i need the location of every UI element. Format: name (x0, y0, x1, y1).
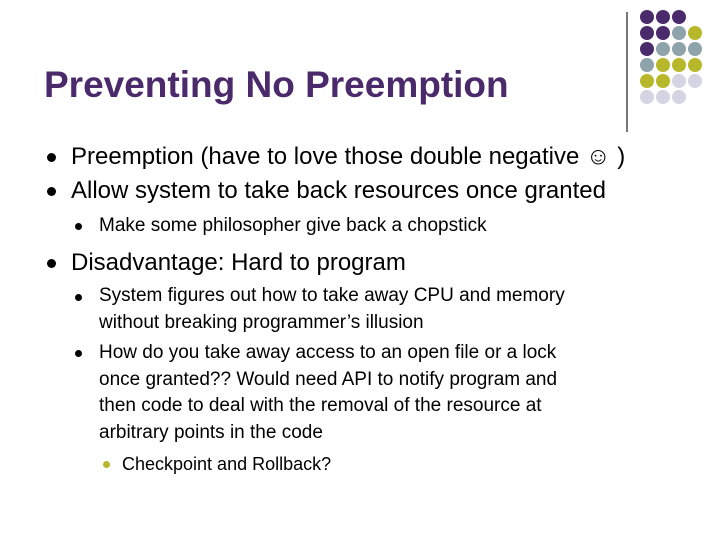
decorative-dot (688, 58, 702, 72)
decorative-dot (656, 42, 670, 56)
bullet-3-sub-2-sub-1: Checkpoint and Rollback? (122, 454, 332, 474)
bullet-3-sub-2 (99, 340, 557, 446)
bullet-dot (47, 153, 56, 162)
decorative-dot (672, 26, 686, 40)
slide-title: Preventing No Preemption (44, 64, 509, 105)
paragraph-line: then code to deal with the removal of the resource at (99, 395, 542, 416)
decorative-dot (640, 74, 654, 88)
bullet-dot (75, 294, 82, 301)
bullet-3-sub-1 (99, 283, 565, 336)
decorative-dot (672, 42, 686, 56)
decorative-dot (640, 42, 654, 56)
decorative-dot (672, 74, 686, 88)
decorative-dot (640, 26, 654, 40)
decorative-dot (640, 58, 654, 72)
bullet-2-sub-1: Make some philosopher give back a chopstick (99, 215, 487, 236)
paragraph-line: once granted?? Would need API to notify program and (99, 368, 558, 390)
bullet-1-close: ) (617, 143, 626, 170)
bullet-dot (103, 461, 110, 468)
bullet-dot (47, 187, 56, 196)
decorative-dot (656, 26, 670, 40)
decorative-dot (656, 10, 670, 24)
divider-line (626, 12, 628, 132)
bullet-2: Allow system to take back resources once granted (71, 177, 606, 204)
decorative-dot (688, 74, 702, 88)
paragraph-line: How do you take away access to an open file or a lock (99, 342, 557, 363)
decorative-dot (640, 10, 654, 24)
bullet-1-text: Preemption (have to love those double negative (71, 143, 580, 170)
decorative-dot (688, 26, 702, 40)
paragraph-line: System figures out how to take away CPU and memory (99, 285, 565, 306)
bullet-dot (47, 259, 56, 268)
decorative-dot (672, 90, 686, 104)
decorative-dot (656, 90, 670, 104)
decorative-dot (672, 58, 686, 72)
smiley-icon: ☺ (586, 143, 611, 170)
bullet-dot (75, 223, 82, 230)
paragraph-line: arbitrary points in the code (99, 421, 323, 443)
decorative-dot (656, 74, 670, 88)
decorative-dot (640, 90, 654, 104)
bullet-dot (75, 350, 82, 357)
bullet-1 (71, 143, 625, 171)
paragraph-line: without breaking programmer’s illusion (99, 311, 424, 333)
decorative-dot (656, 58, 670, 72)
decorative-dot (688, 42, 702, 56)
bullet-3: Disadvantage: Hard to program (71, 249, 406, 276)
decorative-dot (672, 10, 686, 24)
